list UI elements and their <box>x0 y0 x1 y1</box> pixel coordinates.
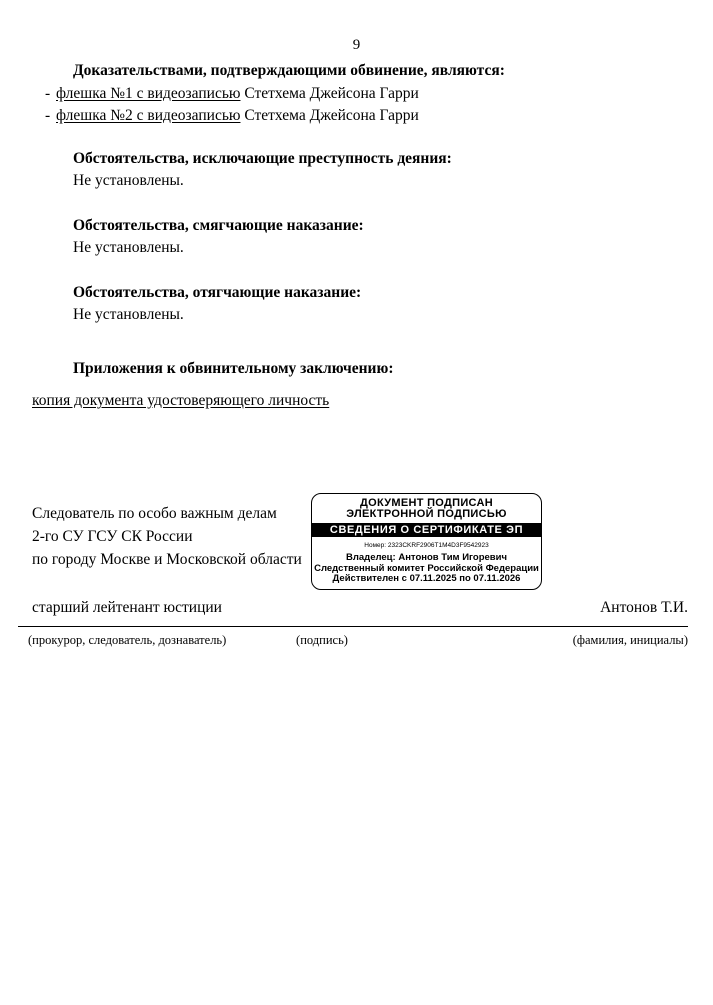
section-excluding-body: Не установлены. <box>73 172 184 189</box>
evidence-item-2-underlined: флешка №2 с видеозаписью <box>56 107 241 124</box>
signature-role-label: (прокурор, следователь, дознаватель) <box>28 633 227 647</box>
section-aggravating-body: Не установлены. <box>73 306 184 323</box>
investigator-line-1: Следователь по особо важным делам <box>32 505 277 522</box>
page-number: 9 <box>352 37 361 53</box>
section-excluding-heading: Обстоятельства, исключающие преступность деяния: <box>73 150 452 167</box>
attachment-item: копия документа удостоверяющего личность <box>32 392 330 409</box>
list-dash: - <box>45 85 51 102</box>
section-mitigating-body: Не установлены. <box>73 239 184 256</box>
signature-rank: старший лейтенант юстиции <box>32 599 222 616</box>
list-dash: - <box>45 107 51 124</box>
attachments-heading: Приложения к обвинительному заключению: <box>73 360 394 377</box>
signature-name-label: (фамилия, инициалы) <box>572 633 688 647</box>
stamp-certificate-bar: СВЕДЕНИЯ О СЕРТИФИКАТЕ ЭП <box>312 523 541 537</box>
stamp-validity: Действителен с 07.11.2025 по 07.11.2026 <box>332 573 521 584</box>
evidence-item-1 <box>45 85 419 103</box>
evidence-item-1-rest: Стетхема Джейсона Гарри <box>240 85 419 102</box>
investigator-line-2: 2-го СУ ГСУ СК России <box>32 528 193 545</box>
stamp-owner: Владелец: Антонов Тим Игоревич <box>346 552 507 563</box>
evidence-item-2 <box>45 107 419 125</box>
stamp-title-line-2: ЭЛЕКТРОННОЙ ПОДПИСЬЮ <box>346 508 507 520</box>
investigator-block <box>32 502 302 571</box>
evidence-heading: Доказательствами, подтверждающими обвинение, являются: <box>73 62 505 79</box>
section-aggravating-heading: Обстоятельства, отягчающие наказание: <box>73 284 362 301</box>
investigator-line-3: по городу Москве и Московской области <box>32 551 302 568</box>
signature-rank-row <box>32 599 688 617</box>
signature-sign-label: (подпись) <box>296 633 348 647</box>
section-mitigating-heading: Обстоятельства, смягчающие наказание: <box>73 217 364 234</box>
stamp-title-line-1: ДОКУМЕНТ ПОДПИСАН <box>359 497 494 509</box>
signature-name: Антонов Т.И. <box>600 599 688 616</box>
electronic-signature-stamp <box>311 493 542 590</box>
stamp-organization: Следственный комитет Российской Федерации <box>314 562 539 574</box>
evidence-item-1-underlined: флешка №1 с видеозаписью <box>56 85 241 102</box>
evidence-item-2-rest: Стетхема Джейсона Гарри <box>240 107 419 124</box>
signature-line <box>18 626 688 627</box>
stamp-certificate-number: Номер: 2323CKRF2906T1M4D3F9542923 <box>364 542 489 549</box>
